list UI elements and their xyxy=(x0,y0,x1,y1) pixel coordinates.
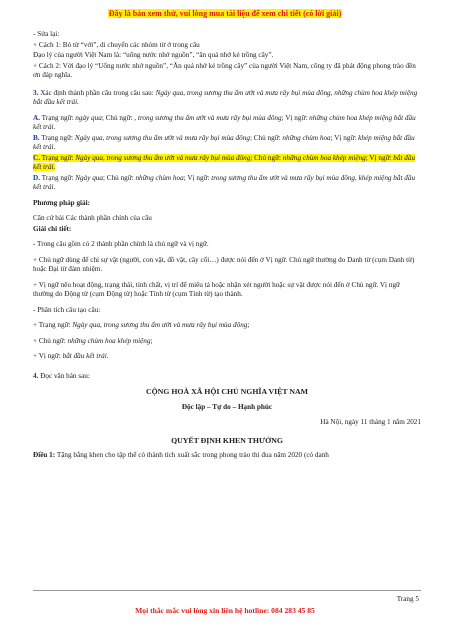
document-content xyxy=(33,30,421,467)
page-number: Trang 5 xyxy=(396,595,419,603)
solution-line: + Vị ngữ nêu hoạt động, trạng thái, tính chất, vị trí để miêu tả hoặc nhận xét người hoặc sự vật được nói đến ở Chủ ngữ. Vị ngữ thường do Động từ (cụm Động từ) hoặc Tính từ (cụm Tính từ) tạo thành. xyxy=(33,280,400,298)
decision-title: QUYẾT ĐỊNH KHEN THƯỞNG xyxy=(171,435,283,445)
question-sentence: Ngày qua, trong sương thu ẩm ướt và mưa rây bụi mùa đông, những chùm hoa khép miệng bắt đầu kết trái. xyxy=(33,88,418,106)
solution-line: + Chủ ngữ: những chùm hoa khép miệng; xyxy=(33,336,153,345)
paragraph: + Cách 2: Với đạo lý “Uống nước nhớ nguồn”, “Ăn quả nhớ kẻ trồng cây” của người Việt Nam, công ty đã phát động phong trào đền ơn đáp nghĩa. xyxy=(33,61,416,79)
solution-line: + Trạng ngữ: Ngày qua, trong sương thu ẩm ướt và mưa rây bụi mùa đông; xyxy=(33,321,250,329)
method-text: Căn cứ bài Các thành phần chính của câu xyxy=(33,214,152,222)
method-title: Phương pháp giải: xyxy=(33,198,91,207)
footer-divider xyxy=(33,590,421,591)
paragraph: - Sửa lại: xyxy=(33,30,60,38)
hotline-footer: Mọi thắc mắc vui lòng xin liên hệ hotline: 084 283 45 85 xyxy=(135,606,315,615)
solution-line: - Trong câu gồm có 2 thành phần chính là chủ ngữ và vị ngữ. xyxy=(33,240,209,248)
option-a: A. Trạng ngữ: ngày qua; Chủ ngữ: , trong sương thu ẩm ướt và mưa rây bụi mùa đông; Vị ngữ: những chùm hoa khép miệng bắt đầu kết trái. xyxy=(33,113,416,131)
question-4: 4. Đọc văn bản sau: xyxy=(33,371,90,380)
article-1: Điều 1: Tặng bằng khen cho tập thể có thành tích xuất sắc trong phong trào thi đua năm 2020 (có danh xyxy=(33,451,329,459)
paragraph: + Cách 1: Bỏ từ “với”, di chuyển các nhóm từ ở trong câu xyxy=(33,40,200,49)
option-c-correct: C. Trạng ngữ: Ngày qua, trong sương thu ẩm ướt và mưa rây bụi mùa đông; Chủ ngữ: những chùm hoa khép miệng; Vị ngữ: bắt đầu kết trái. xyxy=(33,153,416,171)
solution-line: - Phân tích câu tạo câu: xyxy=(33,305,101,314)
solution-title: Giải chi tiết: xyxy=(33,224,72,233)
solution-line: + Vị ngữ: bắt đầu kết trái. xyxy=(33,352,109,360)
document-title: CỘNG HOÀ XÃ HỘI CHỦ NGHĨA VIỆT NAM xyxy=(146,387,308,396)
document-motto: Độc lập – Tự do – Hạnh phúc xyxy=(181,402,273,411)
question-number: 3. xyxy=(33,88,39,97)
option-b: B. Trạng ngữ: Ngày qua, trong sương thu ẩm ướt và mưa rây bụi mùa đông; Chủ ngữ: những chùm hoa; Vị ngữ: khép miệng bắt đầu kết trái. xyxy=(33,133,415,151)
option-d: D. Trạng ngữ: Ngày qua; Chủ ngữ: những chùm hoa; Vị ngữ: trong sương thu ẩm ướt và mưa rây bụi mùa đông, khép miệng bắt đầu kết trái. xyxy=(33,173,416,191)
document-date: Hà Nội, ngày 11 tháng 1 năm 2021 xyxy=(320,418,421,426)
question-3: 3. Xác định thành phần câu trong câu sau: Ngày qua, trong sương thu ẩm ướt và mưa rây bụi mùa đông, những chùm hoa khép miệng bắt đầu kết trái. xyxy=(33,88,418,106)
paragraph: Đạo lý của người Việt Nam là: “uống nước nhớ nguồn”, “ăn quả nhớ kẻ trồng cây”. xyxy=(33,51,274,59)
solution-line: + Chủ ngữ dùng để chỉ sự vật (người, con vật, đồ vật, cây cối…) được nói đến ở Vị ngữ. Chủ ngữ thường do Danh từ (cụm Danh từ) hoặc Đại từ đảm nhiệm. xyxy=(33,255,415,273)
preview-banner: Đây là bản xem thử, vui lòng mua tài liệu để xem chi tiết (có lời giải) xyxy=(108,9,342,18)
